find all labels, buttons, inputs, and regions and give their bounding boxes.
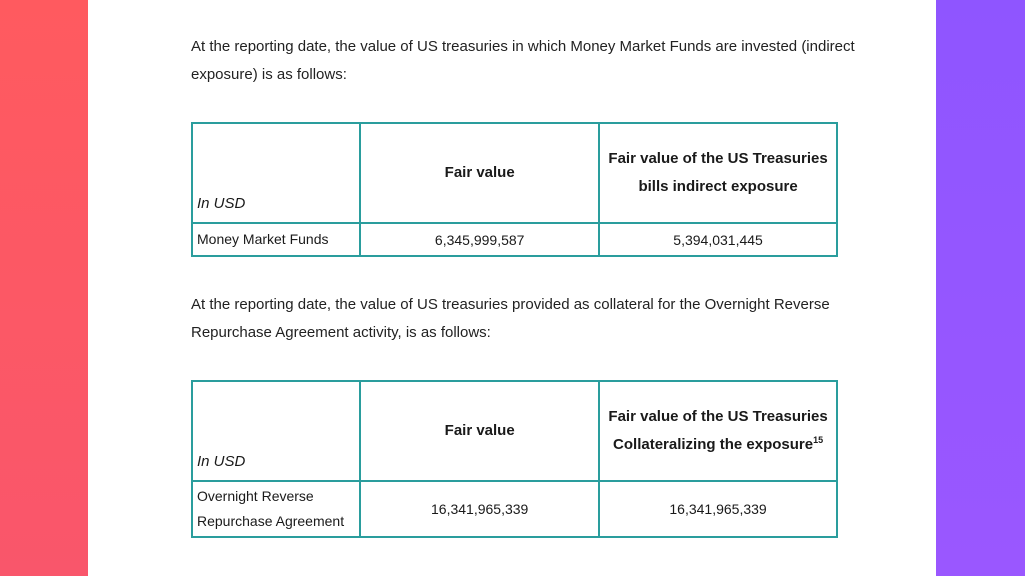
paragraph-money-market-funds: At the reporting date, the value of US treasuries in which Money Market Funds are invested (indirect exposure) is as follows: <box>191 38 855 83</box>
document-page <box>88 0 936 576</box>
table-row <box>192 223 837 256</box>
exposure-value-cell: 5,394,031,445 <box>599 223 837 256</box>
column-header-indirect-exposure: Fair value of the US Treasuries bills indirect exposure <box>599 123 837 223</box>
table-header-row <box>192 123 837 223</box>
left-gradient-band <box>0 0 88 576</box>
unit-label: In USD <box>192 381 360 481</box>
column-header-collateral-text: Fair value of the US Treasuries Collateralizing the exposure <box>608 407 828 453</box>
fair-value-cell: 16,341,965,339 <box>360 481 599 537</box>
money-market-funds-table <box>191 122 838 257</box>
reverse-repo-table <box>191 380 838 538</box>
column-header-collateral-exposure <box>599 381 837 481</box>
paragraph-collateral: At the reporting date, the value of US treasuries provided as collateral for the Overnight Reverse Repurchase Agreement activity, is as follows: <box>191 296 830 341</box>
table-header-row <box>192 381 837 481</box>
right-gradient-band <box>936 0 1025 576</box>
row-label: Money Market Funds <box>192 223 360 256</box>
table-row <box>192 481 837 537</box>
row-label: Overnight Reverse Repurchase Agreement <box>192 481 360 537</box>
fair-value-cell: 6,345,999,587 <box>360 223 599 256</box>
footnote-reference[interactable]: 15 <box>813 435 824 445</box>
column-header-fair-value: Fair value <box>360 123 599 223</box>
unit-label: In USD <box>192 123 360 223</box>
column-header-fair-value: Fair value <box>360 381 599 481</box>
collateral-value-cell: 16,341,965,339 <box>599 481 837 537</box>
